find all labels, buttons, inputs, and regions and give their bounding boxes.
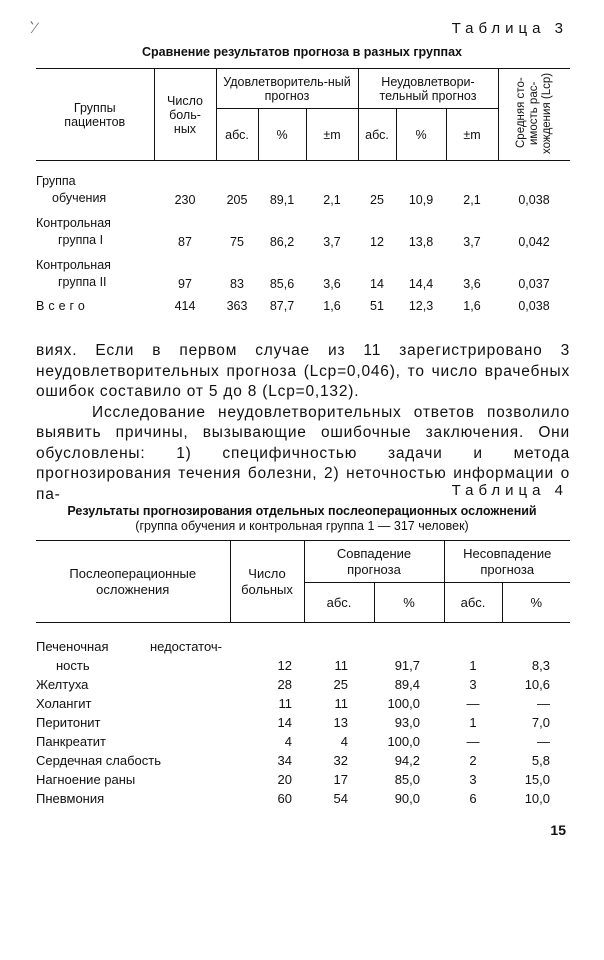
- t4-header-match: Совпадение прогноза: [304, 541, 444, 583]
- table-row: Панкреатит 4 4 100,0 — —: [36, 733, 550, 749]
- table-row: Контрольная группа II 97 83 85,6 3,6 14 14,4 3,6 0,037: [36, 257, 550, 291]
- t4-header-m-pct: %: [374, 583, 444, 623]
- table-row: Пневмония 60 54 90,0 6 10,0: [36, 790, 550, 806]
- t4-header-count: Число больных: [230, 541, 304, 623]
- t4-header-mismatch: Несовпадение прогноза: [444, 541, 570, 583]
- table-row: Нагноение раны 20 17 85,0 3 15,0: [36, 771, 550, 787]
- t3-header-u-pm: ±m: [446, 109, 498, 161]
- t3-header-s-abs: абс.: [216, 109, 258, 161]
- table-row: Холангит 11 11 100,0 — —: [36, 695, 550, 711]
- table3-caption: Сравнение результатов прогноза в разных группах: [141, 45, 462, 59]
- table-row: Контрольная группа I 87 75 86,2 3,7 12 13,8 3,7 0,042: [36, 215, 550, 249]
- corner-mark: ‵∕: [30, 20, 37, 37]
- table4-label: Таблица 4: [451, 482, 568, 499]
- body-text: [36, 341, 570, 505]
- paragraph: виях. Если в первом случае из 11 зарегистрировано 3 неудовлетворительных прогноза (Lср=0,046), то число врачебных ошибок составило от 5 до 8 (Lср=0,132).: [36, 342, 570, 400]
- t4-header-n-pct: %: [502, 583, 570, 623]
- t3-header-unsatisfactory: Неудовлетвори-тельный прогноз: [358, 69, 498, 109]
- table4-subcaption: (группа обучения и контрольная группа 1 — 317 человек): [135, 519, 469, 533]
- t3-header-count: Число боль-ных: [154, 69, 216, 161]
- table-row: ность 12 11 91,7 1 8,3: [56, 657, 550, 673]
- table-row: Группа обучения 230 205 89,1 2,1 25 10,9 2,1 0,038: [36, 173, 550, 207]
- page-number: 15: [550, 822, 566, 838]
- table3: [36, 68, 570, 313]
- t4-header-complications: Послеоперационные осложнения: [69, 565, 197, 597]
- t3-header-groups: Группы пациентов: [64, 100, 126, 129]
- t3-header-divergence: Средняя сто-имость рас-хождения (Lcp): [498, 69, 570, 161]
- t3-header-u-pct: %: [396, 109, 446, 161]
- t4-header-n-abs: абс.: [444, 583, 502, 623]
- table3-label: Таблица 3: [451, 20, 568, 37]
- table-row: Всего 414 363 87,7 1,6 51 12,3 1,6 0,038: [36, 298, 550, 313]
- table4-caption: Результаты прогнозирования отдельных послеоперационных осложнений: [67, 504, 537, 518]
- t4-header-m-abs: абс.: [304, 583, 374, 623]
- table-row: Желтуха 28 25 89,4 3 10,6: [36, 676, 550, 692]
- table-row: Печеночная недостаточ-: [36, 638, 222, 654]
- t3-header-u-abs: абс.: [358, 109, 396, 161]
- table4: [36, 540, 570, 808]
- table-row: Перитонит 14 13 93,0 1 7,0: [36, 714, 550, 730]
- paragraph: Исследование неудовлетворительных ответов позволило выявить причины, вызывающие ошибочные заключения. Они обусловлены: 1) специфичностью задачи и метода прогнозирования течения болезни, 2) неточностью информации о па-: [36, 403, 570, 503]
- t3-header-s-pct: %: [258, 109, 306, 161]
- t3-header-satisfactory: Удовлетворитель-ный прогноз: [216, 69, 358, 109]
- t3-header-s-pm: ±m: [306, 109, 358, 161]
- table-row: Сердечная слабость 34 32 94,2 2 5,8: [36, 752, 550, 768]
